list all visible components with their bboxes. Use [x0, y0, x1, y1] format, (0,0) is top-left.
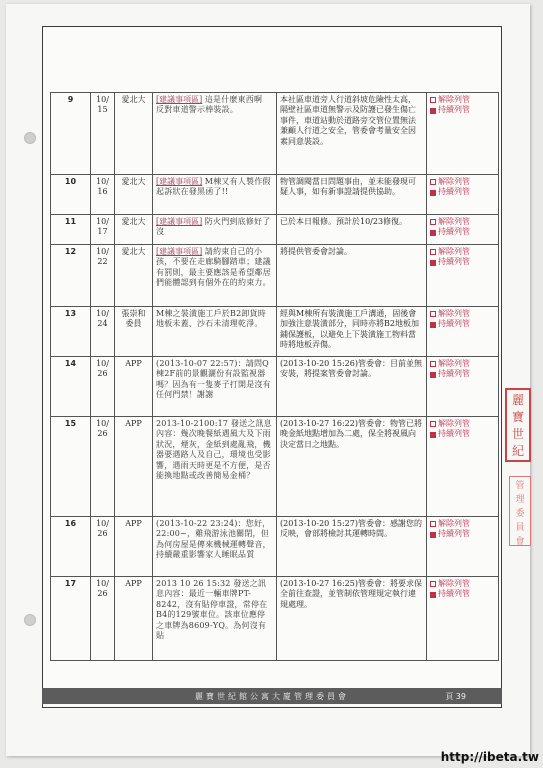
checkbox-checked-icon: [430, 108, 436, 114]
row-request: [153, 307, 277, 357]
row-response: 本社區車道旁人行道斜坡危險性太高，隔壁社區車道無警示及防護已發生傷亡事件，車道站動於道路旁交管位置無法兼顧人行道之安全，管委會考量安全因素同意裝設。: [277, 93, 427, 175]
status-lift-label: 解除列管: [438, 95, 470, 104]
status-keep-label: 持續列管: [438, 319, 470, 329]
request-text: (2013-10-22 23:24)：您好，22:00~，雞飛游泳池關閉，但為何房屋是傳來機械運轉聲音，持續嚴重影響家人睡眠品質: [156, 519, 271, 560]
request-text: M棟之裝潢施工戶於B2卸貨時地板未蓋、沙石未清理乾淨。: [156, 309, 266, 329]
row-date: 10/ 26: [91, 357, 115, 417]
row-request: [153, 577, 277, 661]
row-submitter: APP: [115, 577, 153, 661]
checkbox-checked-icon: [430, 190, 436, 196]
status-lift-label: 解除列管: [438, 519, 470, 528]
row-date: 10/ 26: [91, 577, 115, 661]
row-request: [153, 175, 277, 215]
row-date: 10/ 15: [91, 93, 115, 175]
table-row: [51, 417, 499, 517]
row-request: [153, 417, 277, 517]
checkbox-checked-icon: [430, 432, 436, 438]
status-keep[interactable]: [430, 369, 495, 379]
status-lift-label: 解除列管: [438, 309, 470, 318]
checkbox-icon: [430, 521, 436, 527]
status-keep[interactable]: [430, 105, 495, 115]
row-number: 17: [51, 577, 91, 661]
request-text: 這是什麼東西啊 反對車道警示棒裝設。: [156, 95, 263, 115]
status-lift[interactable]: [430, 217, 495, 227]
row-response: (2013-10-27 16:25)管委會：將要求保全前往查證，並管制依管理規定執行違規處理。: [277, 577, 427, 661]
row-number: 10: [51, 175, 91, 215]
checkbox-icon: [430, 219, 436, 225]
seal-stamp-secondary: 管 理 委 員 會: [509, 476, 531, 546]
row-number: 15: [51, 417, 91, 517]
request-text: 2013 10 26 15:32 發送之訊息內容：最近一輛車牌PT-8242，沒有貼停車證，常停在B4的129號車位。該車位應停之車牌為8609-YQ。為何沒有貼: [156, 579, 268, 640]
checkbox-checked-icon: [430, 372, 436, 378]
row-status: [427, 93, 499, 175]
row-status: [427, 175, 499, 215]
status-keep-label: 持續列管: [438, 257, 470, 267]
request-text: M棟又有人製作假起訴狀在發黑函了!!: [156, 177, 271, 197]
request-text: 請約束自己的小孩，不要在走廊騎腳踏車；建議有罰則，最主要應該是希望鄰居們能體認到有個外在的約束力。: [156, 247, 271, 288]
status-keep[interactable]: [430, 319, 495, 329]
checkbox-icon: [430, 361, 436, 367]
row-status: [427, 517, 499, 577]
row-status: [427, 307, 499, 357]
row-response: 將提供管委會討論。: [277, 245, 427, 307]
checkbox-checked-icon: [430, 260, 436, 266]
row-date: 10/ 17: [91, 215, 115, 245]
request-text: 2013-10-2100:17 發送之訊息內容：幾次晚餐紙遇風大及下雨狀況，煙灰，金紙到處亂飛，機器要遇路人及自己，環境也受影響，遇雨天時更是不方便，是否能換地點或改善簡易金桶？: [156, 419, 272, 480]
checkbox-checked-icon: [430, 532, 436, 538]
request-tag: [建議事項區]: [156, 177, 203, 186]
row-date: 10/ 24: [91, 307, 115, 357]
request-tag: [建議事項區]: [156, 217, 203, 226]
row-request: [153, 245, 277, 307]
row-request: [153, 357, 277, 417]
row-number: 13: [51, 307, 91, 357]
row-number: 14: [51, 357, 91, 417]
row-response: 經與M棟所有裝潢施工戶溝通，固後會加強注意裝潢部分，同時亦將B2地板加鋪保護板，以避免上下裝潢施工物料當時將地板弄傷。: [277, 307, 427, 357]
punch-hole: [24, 614, 36, 626]
status-keep[interactable]: [430, 529, 495, 539]
row-status: [427, 577, 499, 661]
row-date: 10/ 16: [91, 175, 115, 215]
checkbox-icon: [430, 311, 436, 317]
checkbox-icon: [430, 581, 436, 587]
status-lift[interactable]: [430, 95, 495, 105]
punch-hole: [24, 132, 36, 144]
row-response: (2013-10-20 15:26)管委會：目前並無安裝，將提案管委會討論。: [277, 357, 427, 417]
table-row: [51, 175, 499, 215]
row-status: [427, 357, 499, 417]
row-submitter: 愛北大: [115, 215, 153, 245]
table-row: [51, 577, 499, 661]
row-status: [427, 417, 499, 517]
row-response: (2013-10-27 16:22)管委會：物管已將晚金紙地點增加為二處，保全將視風向決定當日之地點。: [277, 417, 427, 517]
issue-log-table: [50, 92, 499, 661]
row-request: [153, 93, 277, 175]
request-text: 防火門到底修好了沒: [156, 217, 271, 237]
row-number: 9: [51, 93, 91, 175]
row-number: 16: [51, 517, 91, 577]
status-keep-label: 持續列管: [438, 105, 470, 115]
row-date: 10/ 22: [91, 245, 115, 307]
row-submitter: 張崇和 委員: [115, 307, 153, 357]
status-lift[interactable]: [430, 247, 495, 257]
row-response: 物管調閱當日問題事由，並未能發現可疑人事，如有新事證請提供協助。: [277, 175, 427, 215]
row-submitter: 愛北大: [115, 93, 153, 175]
checkbox-icon: [430, 249, 436, 255]
row-request: [153, 517, 277, 577]
row-submitter: 愛北大: [115, 175, 153, 215]
page-number: 頁 39: [445, 692, 466, 701]
row-response: (2013-10-20 15:27)管委會：感謝您的反映，會部將檢討其運轉時間。: [277, 517, 427, 577]
status-keep-label: 持續列管: [438, 529, 470, 539]
status-lift-label: 解除列管: [438, 359, 470, 368]
status-lift-label: 解除列管: [438, 217, 470, 226]
row-date: 10/ 26: [91, 417, 115, 517]
status-keep-label: 持續列管: [438, 187, 470, 197]
status-lift[interactable]: [430, 519, 495, 529]
row-status: [427, 245, 499, 307]
request-tag: [建議事項區]: [156, 247, 203, 256]
table-row: [51, 517, 499, 577]
status-lift-label: 解除列管: [438, 419, 470, 428]
request-tag: [建議事項區]: [156, 95, 203, 104]
status-keep[interactable]: [430, 227, 495, 237]
row-request: [153, 215, 277, 245]
checkbox-checked-icon: [430, 592, 436, 598]
status-lift-label: 解除列管: [438, 177, 470, 186]
table-row: [51, 307, 499, 357]
status-lift[interactable]: [430, 579, 495, 589]
row-number: 11: [51, 215, 91, 245]
status-lift-label: 解除列管: [438, 247, 470, 256]
row-submitter: APP: [115, 357, 153, 417]
request-text: (2013-10-07 22:57)：請問Q棟2F前的景觀灑份有設監視器嗎？因為有一隻麥子打開是沒有任何門禁！謝謝: [156, 359, 271, 400]
table-row: [51, 215, 499, 245]
watermark: http://ibeta.tw: [440, 750, 539, 764]
status-lift[interactable]: [430, 359, 495, 369]
status-keep[interactable]: [430, 257, 495, 267]
status-keep[interactable]: [430, 429, 495, 439]
status-keep-label: 持續列管: [438, 227, 470, 237]
seal-stamp: 麗 寶 世 紀: [505, 388, 531, 462]
status-keep-label: 持續列管: [438, 429, 470, 439]
footer-title: 麗寶世紀館公寓大廈管理委員會: [195, 692, 349, 701]
status-keep[interactable]: [430, 589, 495, 599]
checkbox-icon: [430, 421, 436, 427]
status-keep[interactable]: [430, 187, 495, 197]
status-lift[interactable]: [430, 419, 495, 429]
status-keep-label: 持續列管: [438, 589, 470, 599]
checkbox-icon: [430, 179, 436, 185]
row-submitter: APP: [115, 517, 153, 577]
checkbox-checked-icon: [430, 230, 436, 236]
row-submitter: 愛北大: [115, 245, 153, 307]
row-status: [427, 215, 499, 245]
table-row: [51, 245, 499, 307]
table-row: [51, 357, 499, 417]
status-keep-label: 持續列管: [438, 369, 470, 379]
row-date: 10/ 26: [91, 517, 115, 577]
table-row: [51, 93, 499, 175]
row-number: 12: [51, 245, 91, 307]
status-lift-label: 解除列管: [438, 579, 470, 588]
row-submitter: APP: [115, 417, 153, 517]
checkbox-checked-icon: [430, 322, 436, 328]
row-response: 已於本日報修。預計於10/23修復。: [277, 215, 427, 245]
checkbox-icon: [430, 97, 436, 103]
page-footer: [42, 688, 502, 704]
status-lift[interactable]: [430, 309, 495, 319]
status-lift[interactable]: [430, 177, 495, 187]
